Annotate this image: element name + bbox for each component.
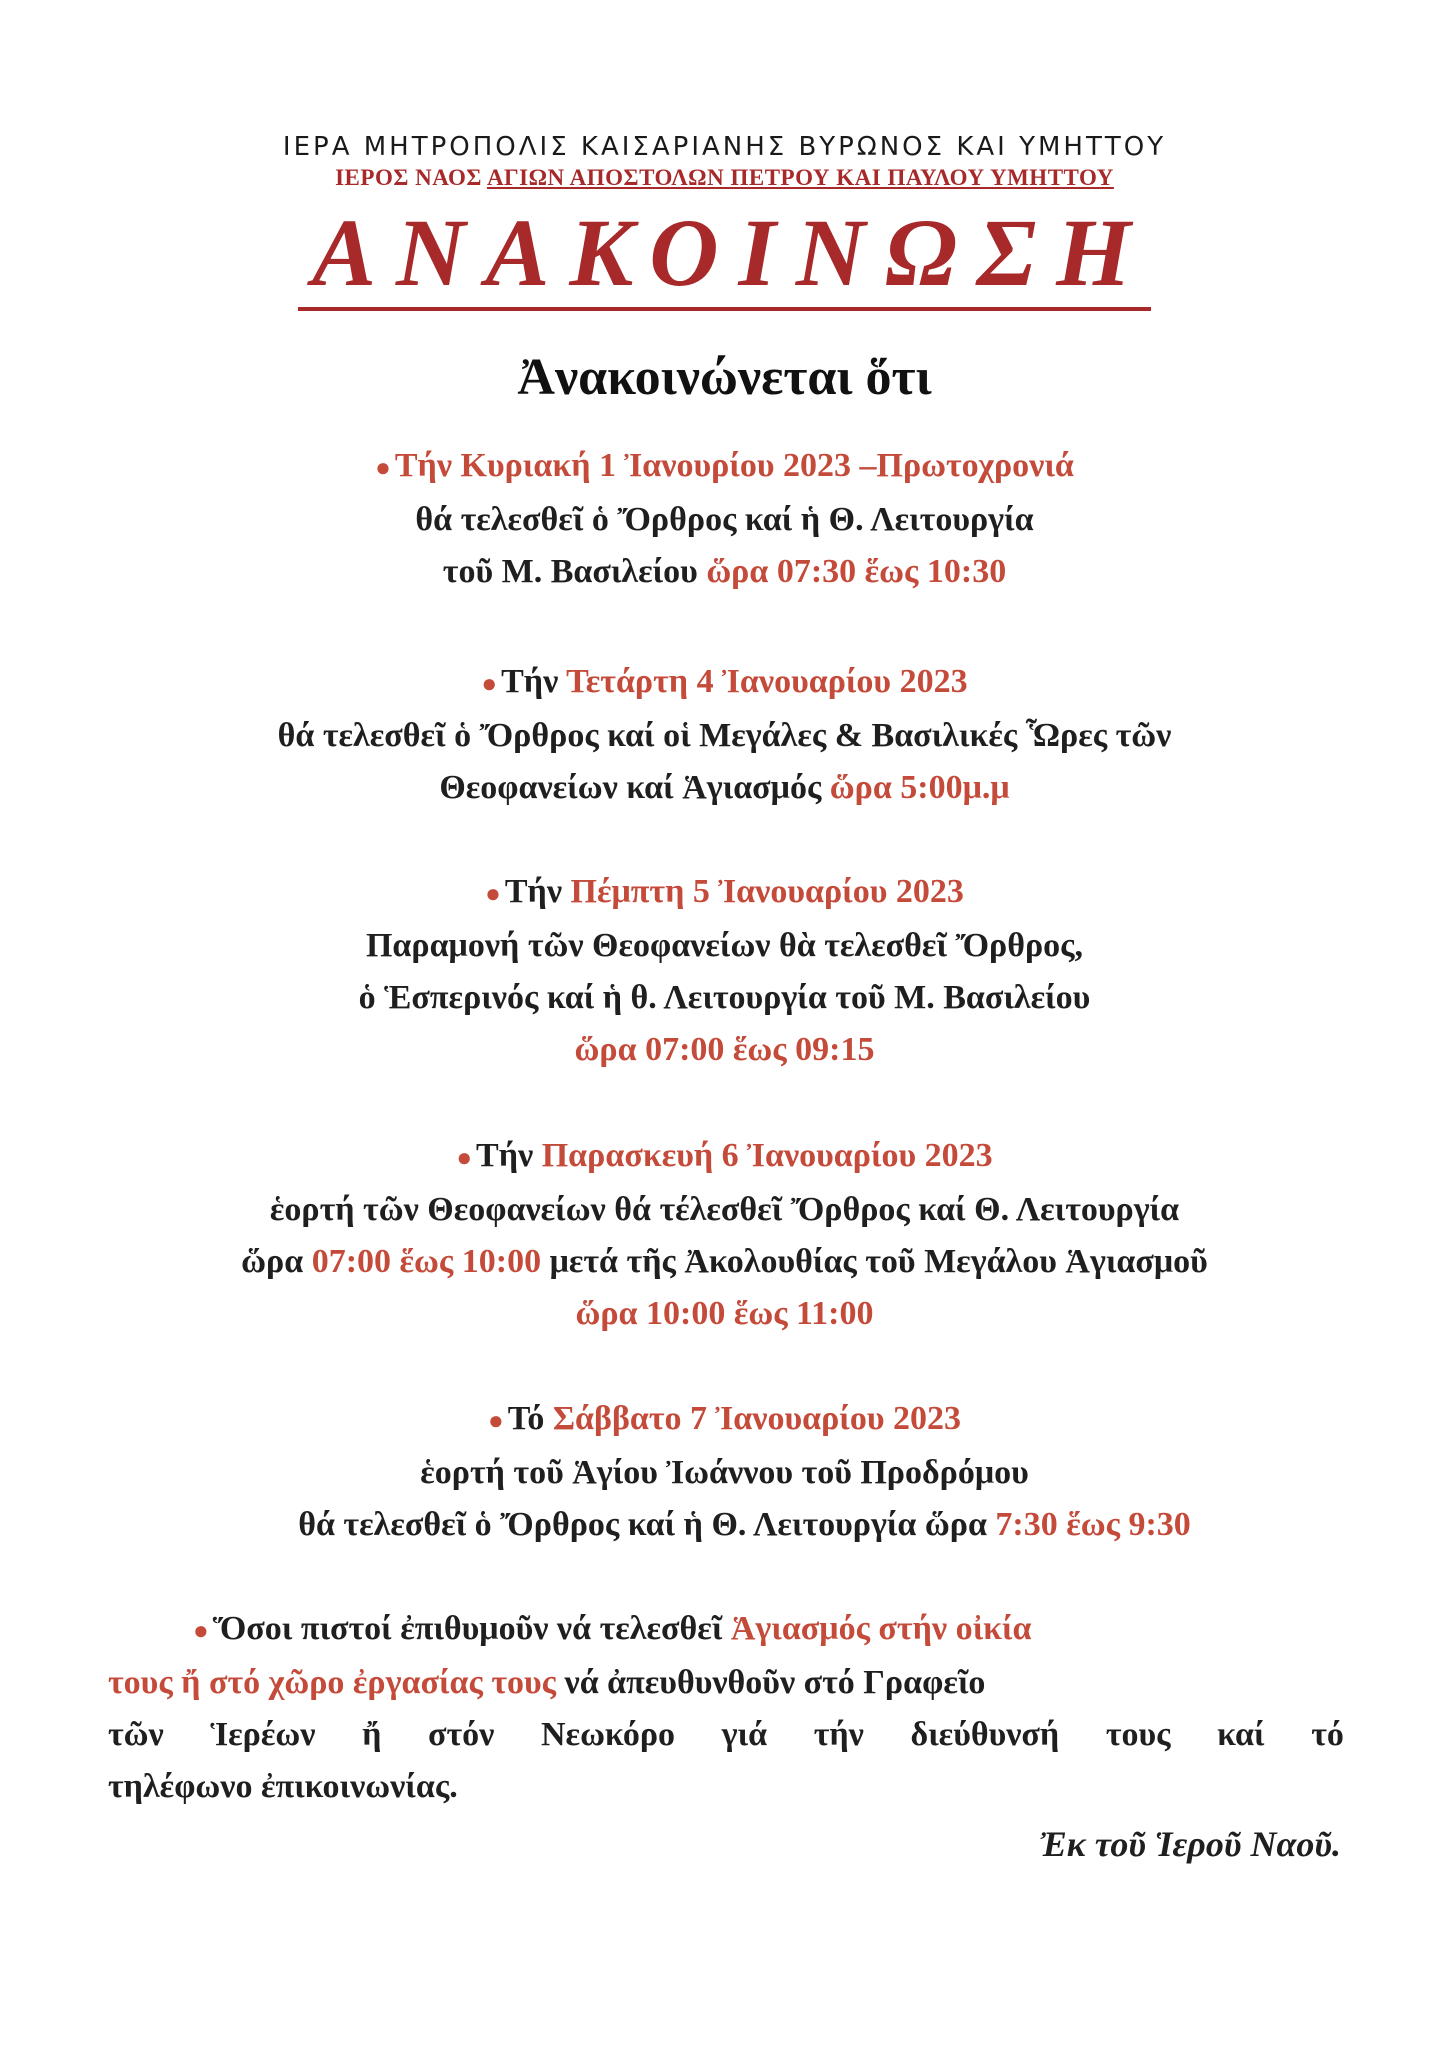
event-time: ὥρα 07:30 ἕως 10:30 [706,553,1007,591]
church-prefix: ΙΕΡΟΣ ΝΑΟΣ [335,165,482,190]
event-prefix: Τήν [476,1137,542,1174]
event-heading [60,1393,1389,1447]
signature: Ἐκ τοῦ Ἱεροῦ Ναοῦ. [1039,1824,1341,1864]
event-line [60,1236,1389,1288]
note-word: τήν [813,1716,864,1754]
note-word: Ἱερέων [210,1716,316,1754]
note-line [108,1657,1344,1709]
intro-text: Ἀνακοινώνεται ὅτι [517,349,932,406]
event-line [60,546,1389,598]
note-line-justified [108,1709,1344,1761]
note-text: Ὅσοι πιστοί ἐπιθυμοῦν νά τελεσθεῖ [212,1610,731,1647]
event-prefix: Τήν [501,663,567,700]
note-word: στόν [428,1716,495,1754]
bullet-icon: ● [456,1143,473,1173]
event-time: 07:00 ἕως 10:00 [311,1243,542,1281]
note-text: νά ἀπευθυνθοῦν στό Γραφεῖο [556,1664,986,1702]
event-prefix: Τό [507,1400,553,1437]
event-line: θά τελεσθεῖ ὁ Ὄρθρος καί ἡ Θ. Λειτουργία [415,501,1034,539]
event-time: 7:30 ἕως 9:30 [995,1506,1191,1544]
announcement-title-text: ΑΝΑΚΟΙΝΩΣΗ [298,205,1151,311]
note-word: γιά [721,1716,768,1754]
bullet-icon: ● [375,453,391,483]
note-word: ἤ [362,1716,382,1754]
event-heading [60,656,1389,710]
event-new-year [60,440,1389,598]
event-date: Τετάρτη 4 Ἰανουαρίου 2023 [566,663,968,700]
church-header [0,165,1449,191]
event-heading [60,1130,1389,1184]
event-text: θά τελεσθεῖ ὁ Ὄρθρος καί ἡ Θ. Λειτουργία ὥρα [298,1506,996,1544]
event-line [60,1499,1389,1551]
event-line: ἑορτή τοῦ Ἁγίου Ἰωάννου τοῦ Προδρόμου [420,1454,1029,1492]
metropolis-header: ΙΕΡΑ ΜΗΤΡΟΠΟΛΙΣ ΚΑΙΣΑΡΙΑΝΗΣ ΒΥΡΩΝΟΣ ΚΑΙ ΥΜΗΤΤΟΥ [282,132,1167,162]
event-date: Τήν Κυριακή 1 Ἰανουρίου 2023 –Πρωτοχρονιά [394,447,1074,484]
event-prefix: Τήν [504,873,571,910]
event-time: ὥρα 5:00μ.μ [829,769,1010,807]
note-word: Νεωκόρο [540,1716,676,1754]
event-time: ὥρα 07:00 ἕως 09:15 [574,1031,875,1069]
event-wednesday [60,656,1389,814]
event-text: Θεοφανείων καί Ἁγιασμός [439,769,830,807]
event-line: ὁ Ἑσπερινός καί ἡ θ. Λειτουργία τοῦ Μ. Βασιλείου [358,979,1091,1017]
event-heading [60,866,1389,920]
bullet-icon: ● [193,1616,209,1646]
bullet-icon: ● [481,669,498,699]
note-line: τηλέφωνο ἐπικοινωνίας. [108,1768,458,1806]
note-highlight: τους ἤ στό χῶρο ἐργασίας τους [108,1664,557,1702]
note-word: τό [1311,1716,1344,1754]
event-date: Πέμπτη 5 Ἰανουαρίου 2023 [570,873,964,910]
event-date: Παρασκευή 6 Ἰανουαρίου 2023 [541,1137,993,1174]
event-line [60,762,1389,814]
note-word: διεύθυνσή [910,1716,1060,1754]
blessing-note [108,1603,1344,1813]
event-time: ὥρα 10:00 ἕως 11:00 [575,1295,874,1333]
note-line [108,1603,1344,1657]
event-line: Παραμονή τῶν Θεοφανείων θὰ τελεσθεῖ Ὄρθρος, [365,927,1084,965]
event-line: ἑορτή τῶν Θεοφανείων θά τέλεσθεῖ Ὄρθρος καί Θ. Λειτουργία [269,1191,1180,1229]
event-thursday [60,866,1389,1076]
note-word: τους [1105,1716,1171,1754]
note-word: τῶν [108,1716,164,1754]
announcement-title [0,199,1449,311]
note-word: καί [1217,1716,1265,1754]
event-heading [60,440,1389,494]
event-date: Σάββατο 7 Ἰανουαρίου 2023 [552,1400,961,1437]
bullet-icon: ● [488,1406,504,1436]
event-friday [60,1130,1389,1340]
event-line: θά τελεσθεῖ ὁ Ὄρθρος καί οἱ Μεγάλες & Βασιλικές Ὧρες τῶν [277,717,1172,755]
note-highlight: Ἁγιασμός στήν οἰκία [730,1610,1032,1647]
event-text: ὥρα [241,1243,312,1281]
church-name: ΑΓΙΩΝ ΑΠΟΣΤΟΛΩΝ ΠΕΤΡΟΥ ΚΑΙ ΠΑΥΛΟΥ ΥΜΗΤΤΟΥ [486,165,1114,190]
bullet-icon: ● [485,879,501,909]
event-text: τοῦ Μ. Βασιλείου [442,553,707,591]
event-saturday [60,1393,1389,1551]
event-text: μετά τῆς Ἀκολουθίας τοῦ Μεγάλου Ἁγιασμοῦ [541,1243,1208,1281]
